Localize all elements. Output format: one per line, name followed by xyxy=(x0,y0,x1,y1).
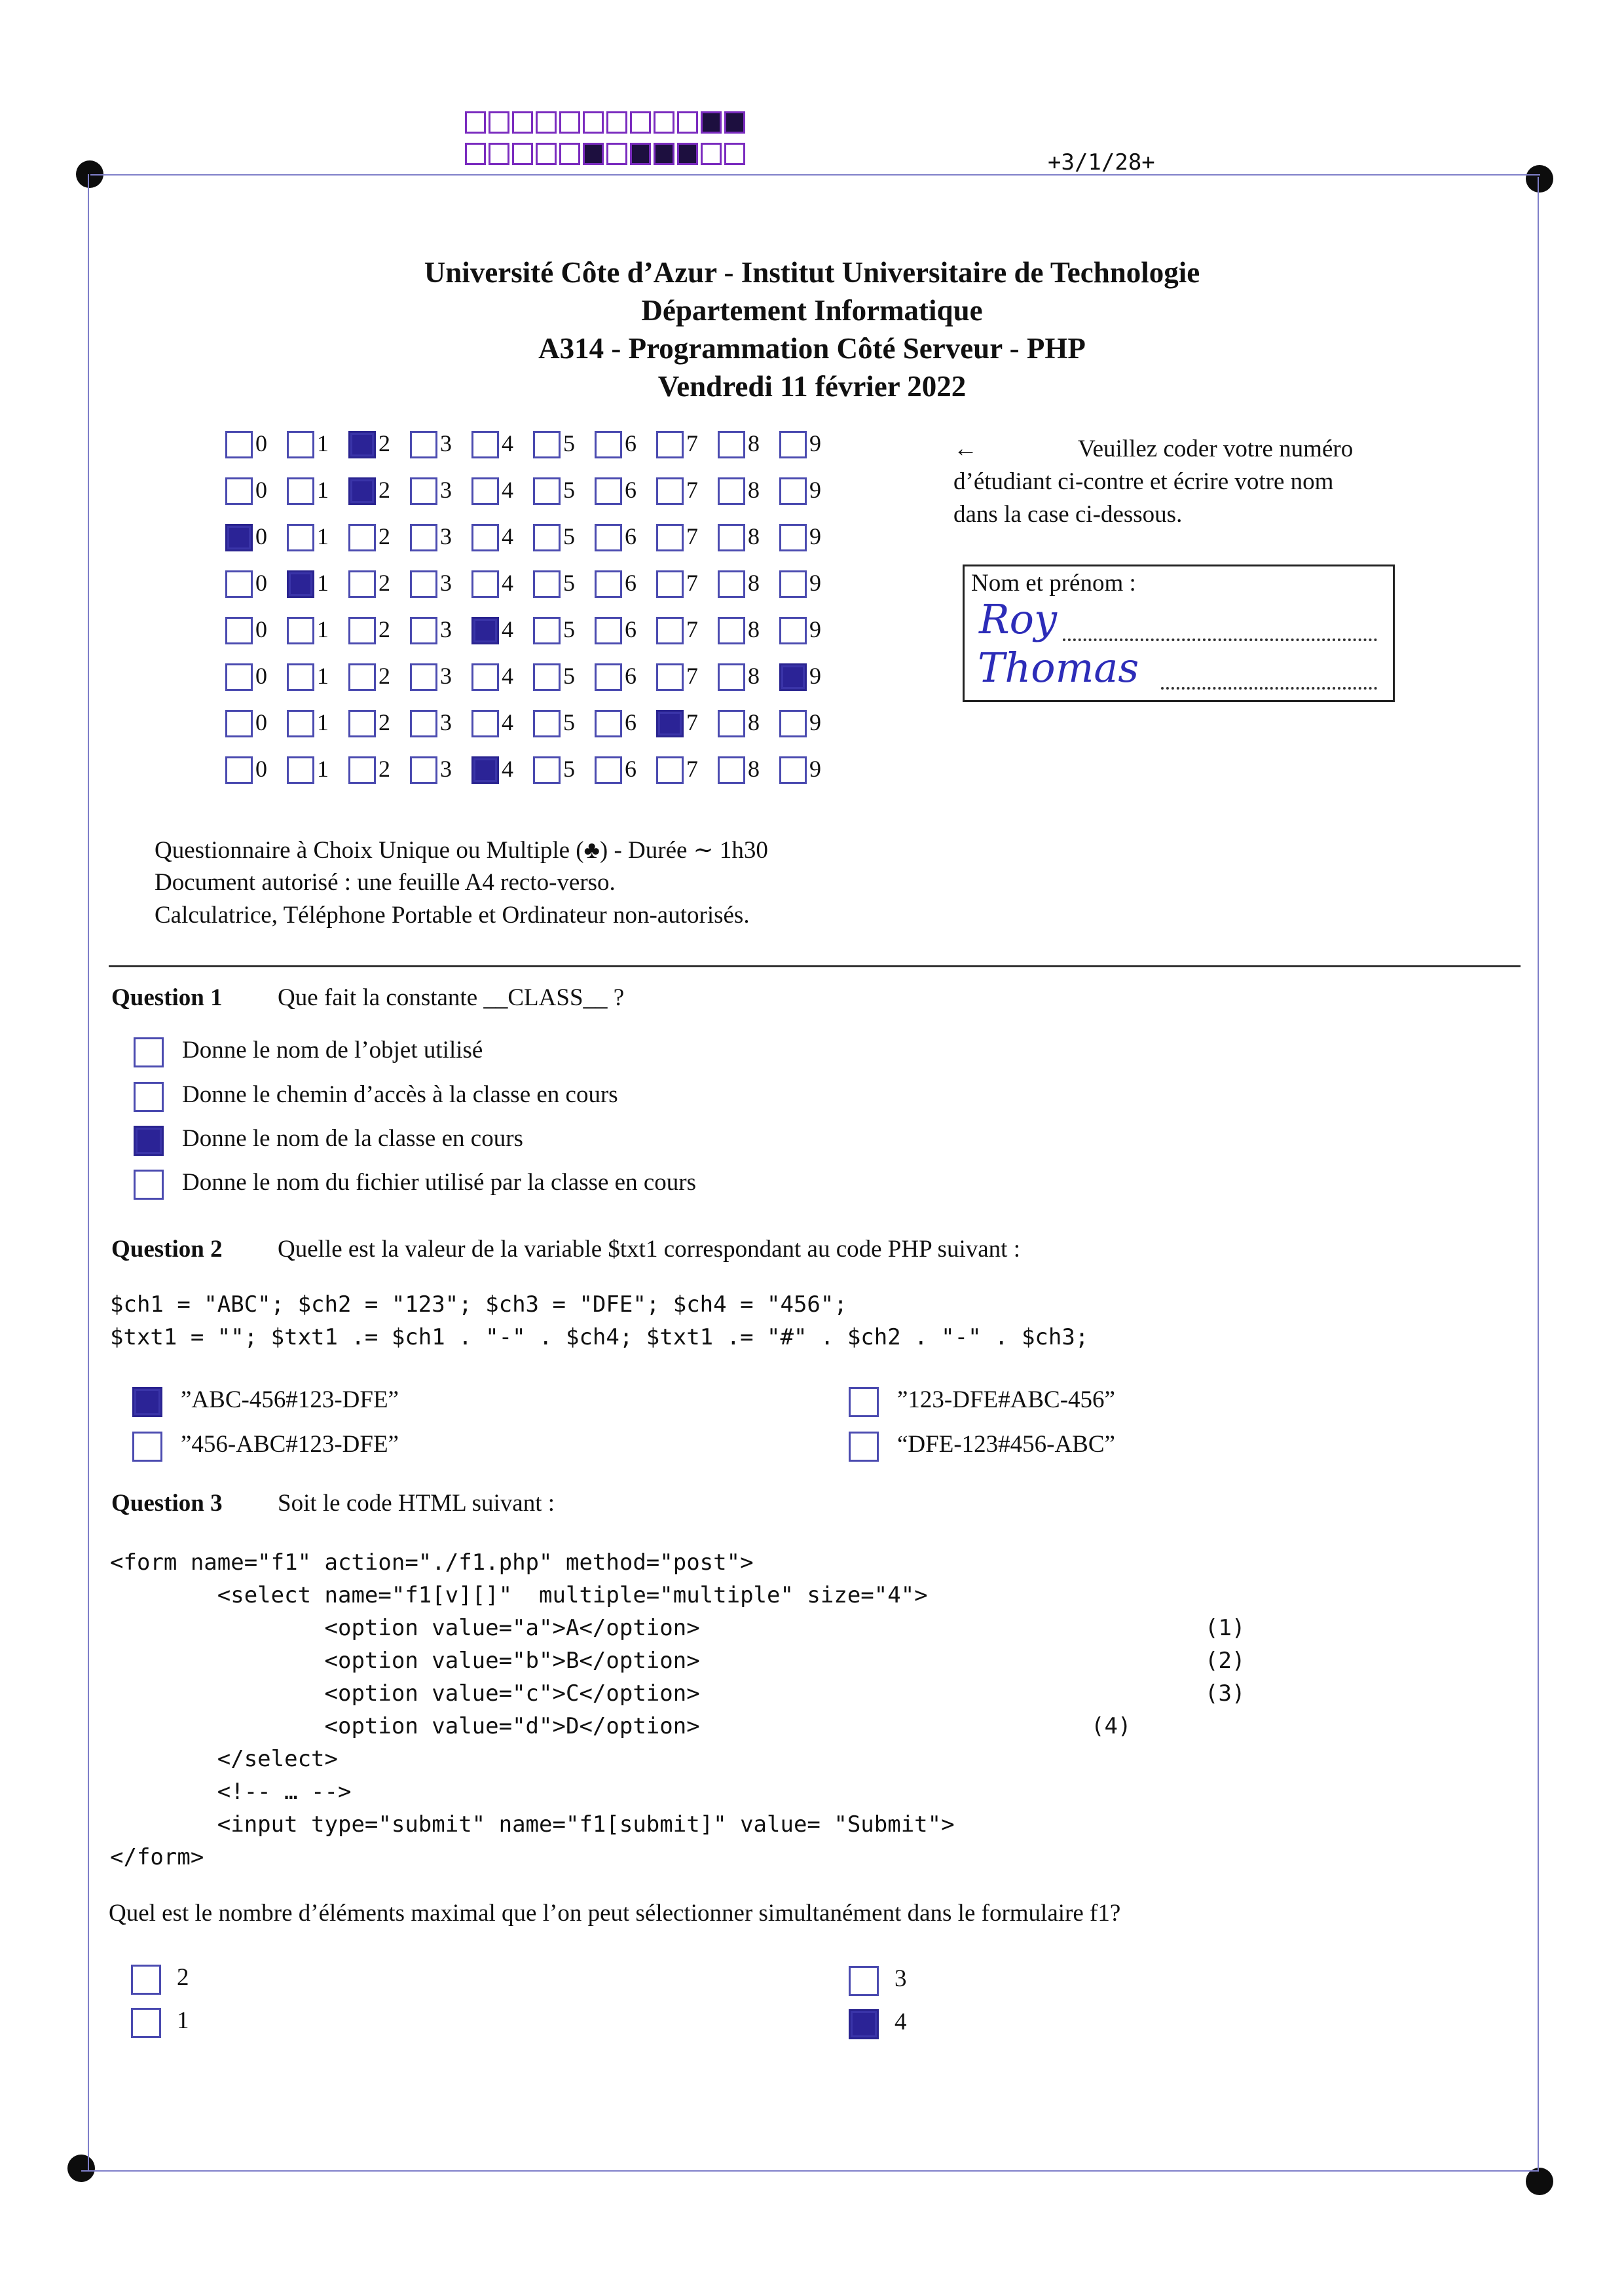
registration-mark-bottom-left xyxy=(67,2155,95,2182)
frame-bottom xyxy=(81,2170,1539,2172)
student-id-digit-label: 4 xyxy=(502,477,513,503)
student-id-checkbox[interactable] xyxy=(779,756,807,784)
student-id-checkbox[interactable] xyxy=(225,477,253,505)
q2-text: Quelle est la valeur de la variable $txt1 correspondant au code PHP suivant : xyxy=(278,1236,1020,1263)
student-id-digit-label: 3 xyxy=(440,709,452,735)
student-id-checkbox[interactable] xyxy=(779,617,807,644)
student-id-digit-label: 3 xyxy=(440,663,452,689)
student-id-digit-label: 6 xyxy=(625,570,637,596)
student-id-checkbox[interactable] xyxy=(779,524,807,551)
student-id-checkbox[interactable] xyxy=(656,663,684,691)
student-id-digit-label: 9 xyxy=(809,570,821,596)
student-id-checkbox[interactable] xyxy=(656,756,684,784)
q3-option-checkbox[interactable] xyxy=(849,1966,879,1996)
student-id-checkbox[interactable] xyxy=(595,431,622,458)
student-id-checkbox[interactable] xyxy=(718,524,745,551)
student-id-checkbox[interactable] xyxy=(471,710,499,737)
q3-marker-3: (3) xyxy=(1205,1680,1246,1707)
student-id-digit-label: 6 xyxy=(625,616,637,642)
q2-option-checkbox[interactable] xyxy=(849,1387,879,1417)
student-id-digit-label: 3 xyxy=(440,430,452,456)
student-id-checkbox[interactable] xyxy=(471,524,499,551)
student-id-checkbox[interactable] xyxy=(779,570,807,598)
student-id-checkbox[interactable] xyxy=(287,617,314,644)
handwritten-last-name: Roy xyxy=(979,595,1058,643)
student-id-checkbox[interactable] xyxy=(595,570,622,598)
barcode-cell xyxy=(465,111,486,134)
student-id-checkbox[interactable] xyxy=(410,524,437,551)
q3-code-line: <option value="b">B</option> xyxy=(110,1648,700,1674)
student-id-digit-label: 6 xyxy=(625,430,637,456)
student-id-digit-label: 4 xyxy=(502,663,513,689)
q3-question: Quel est le nombre d’éléments maximal que l’on peut sélectionner simultanément dans le formulaire f1? xyxy=(109,1900,1121,1927)
student-id-checkbox[interactable] xyxy=(348,524,376,551)
student-id-digit-label: 9 xyxy=(809,663,821,689)
student-id-checkbox[interactable] xyxy=(533,756,561,784)
barcode-cell xyxy=(559,143,580,165)
student-id-checkbox[interactable] xyxy=(471,477,499,505)
name-box[interactable] xyxy=(963,565,1395,702)
q1-option-checkbox[interactable] xyxy=(134,1082,164,1112)
student-id-digit-label: 0 xyxy=(255,570,267,596)
student-id-checkbox[interactable] xyxy=(471,756,499,784)
student-id-checkbox[interactable] xyxy=(410,570,437,598)
q3-code-line: </form> xyxy=(110,1844,204,1870)
title-date: Vendredi 11 février 2022 xyxy=(657,370,967,403)
student-id-checkbox[interactable] xyxy=(595,477,622,505)
registration-mark-bottom-right xyxy=(1526,2168,1553,2195)
student-id-digit-label: 7 xyxy=(686,523,698,549)
student-id-digit-label: 2 xyxy=(378,709,390,735)
student-id-checkbox[interactable] xyxy=(225,431,253,458)
student-id-digit-label: 4 xyxy=(502,523,513,549)
student-id-checkbox[interactable] xyxy=(348,663,376,691)
q3-code-line: <form name="f1" action="./f1.php" method="post"> xyxy=(110,1549,754,1576)
student-id-checkbox[interactable] xyxy=(410,710,437,737)
student-id-digit-label: 1 xyxy=(317,709,329,735)
student-id-digit-label: 4 xyxy=(502,430,513,456)
instructions-line-3: dans la case ci-dessous. xyxy=(953,501,1183,528)
student-id-digit-label: 2 xyxy=(378,663,390,689)
student-id-checkbox[interactable] xyxy=(656,524,684,551)
student-id-checkbox[interactable] xyxy=(533,570,561,598)
rules-line-3: Calculatrice, Téléphone Portable et Ordinateur non-autorisés. xyxy=(155,902,750,929)
student-id-digit-label: 2 xyxy=(378,477,390,503)
student-id-checkbox[interactable] xyxy=(287,570,314,598)
student-id-digit-label: 5 xyxy=(563,570,575,596)
frame-left xyxy=(88,174,89,2170)
q1-option-text: Donne le nom de l’objet utilisé xyxy=(182,1037,483,1064)
student-id-checkbox[interactable] xyxy=(471,570,499,598)
student-id-digit-label: 4 xyxy=(502,570,513,596)
q1-label: Question 1 xyxy=(111,984,223,1011)
student-id-digit-label: 7 xyxy=(686,663,698,689)
q3-option-text: 2 xyxy=(177,1964,189,1991)
student-id-digit-label: 6 xyxy=(625,477,637,503)
q3-text: Soit le code HTML suivant : xyxy=(278,1490,555,1517)
student-id-checkbox[interactable] xyxy=(718,710,745,737)
student-id-checkbox[interactable] xyxy=(656,710,684,737)
q3-option-checkbox[interactable] xyxy=(849,2009,879,2039)
student-id-checkbox[interactable] xyxy=(718,477,745,505)
student-id-digit-label: 6 xyxy=(625,709,637,735)
barcode-cell xyxy=(512,111,533,134)
title-course: A314 - Programmation Côté Serveur - PHP xyxy=(538,332,1086,365)
student-id-digit-label: 5 xyxy=(563,430,575,456)
student-id-digit-label: 8 xyxy=(748,523,760,549)
q3-marker-2: (2) xyxy=(1205,1648,1246,1674)
student-id-checkbox[interactable] xyxy=(348,477,376,505)
student-id-checkbox[interactable] xyxy=(410,617,437,644)
student-id-checkbox[interactable] xyxy=(225,663,253,691)
student-id-digit-label: 6 xyxy=(625,663,637,689)
name-line-2 xyxy=(1161,687,1377,690)
student-id-digit-label: 7 xyxy=(686,709,698,735)
barcode-row-1 xyxy=(465,111,748,134)
q3-code-line: <option value="d">D</option> xyxy=(110,1713,700,1739)
student-id-checkbox[interactable] xyxy=(595,663,622,691)
q1-option-text: Donne le nom du fichier utilisé par la classe en cours xyxy=(182,1169,696,1196)
student-id-checkbox[interactable] xyxy=(348,710,376,737)
student-id-digit-label: 1 xyxy=(317,756,329,782)
student-id-checkbox[interactable] xyxy=(718,756,745,784)
q2-option-checkbox[interactable] xyxy=(132,1432,162,1462)
name-line-1 xyxy=(1063,639,1377,641)
barcode-cell xyxy=(489,143,509,165)
student-id-digit-label: 3 xyxy=(440,616,452,642)
title-university: Université Côte d’Azur - Institut Universitaire de Technologie xyxy=(424,256,1200,289)
student-id-digit-label: 2 xyxy=(378,756,390,782)
student-id-checkbox[interactable] xyxy=(533,477,561,505)
q1-option-text: Donne le chemin d’accès à la classe en cours xyxy=(182,1081,618,1108)
student-id-digit-label: 1 xyxy=(317,663,329,689)
instructions-arrow: ← xyxy=(953,435,978,462)
student-id-digit-label: 3 xyxy=(440,756,452,782)
student-id-checkbox[interactable] xyxy=(225,710,253,737)
student-id-checkbox[interactable] xyxy=(718,617,745,644)
frame-top xyxy=(90,174,1540,176)
barcode-row-2 xyxy=(465,143,748,165)
student-id-checkbox[interactable] xyxy=(595,524,622,551)
barcode-cell xyxy=(724,143,745,165)
instructions-line-1: Veuillez coder votre numéro xyxy=(1078,435,1354,462)
student-id-checkbox[interactable] xyxy=(595,617,622,644)
student-id-checkbox[interactable] xyxy=(533,663,561,691)
barcode-cell xyxy=(489,111,509,134)
barcode-cell xyxy=(654,143,674,165)
student-id-checkbox[interactable] xyxy=(348,617,376,644)
q3-code-line: <input type="submit" name="f1[submit]" value= "Submit"> xyxy=(110,1811,955,1838)
student-id-digit-label: 3 xyxy=(440,523,452,549)
student-id-checkbox[interactable] xyxy=(225,756,253,784)
q3-option-checkbox[interactable] xyxy=(131,1965,161,1995)
student-id-checkbox[interactable] xyxy=(471,663,499,691)
student-id-checkbox[interactable] xyxy=(287,477,314,505)
student-id-checkbox[interactable] xyxy=(410,477,437,505)
student-id-digit-label: 9 xyxy=(809,709,821,735)
student-id-digit-label: 5 xyxy=(563,756,575,782)
student-id-digit-label: 1 xyxy=(317,523,329,549)
student-id-digit-label: 0 xyxy=(255,616,267,642)
student-id-checkbox[interactable] xyxy=(348,431,376,458)
student-id-checkbox[interactable] xyxy=(287,431,314,458)
student-id-digit-label: 2 xyxy=(378,570,390,596)
student-id-checkbox[interactable] xyxy=(533,524,561,551)
q2-option-text: “DFE-123#456-ABC” xyxy=(897,1431,1115,1458)
q2-label: Question 2 xyxy=(111,1236,223,1263)
student-id-digit-label: 0 xyxy=(255,756,267,782)
student-id-checkbox[interactable] xyxy=(779,663,807,691)
barcode-cell xyxy=(536,111,557,134)
student-id-digit-label: 0 xyxy=(255,430,267,456)
rules-line-1: Questionnaire à Choix Unique ou Multiple (♣) - Durée ∼ 1h30 xyxy=(155,837,768,864)
student-id-digit-label: 7 xyxy=(686,756,698,782)
student-id-digit-label: 2 xyxy=(378,430,390,456)
q2-option-text: ”ABC-456#123-DFE” xyxy=(181,1386,399,1413)
barcode-cell xyxy=(512,143,533,165)
student-id-digit-label: 0 xyxy=(255,663,267,689)
student-id-checkbox[interactable] xyxy=(656,617,684,644)
barcode-cell xyxy=(536,143,557,165)
student-id-digit-label: 0 xyxy=(255,709,267,735)
barcode-cell xyxy=(583,111,604,134)
student-id-checkbox[interactable] xyxy=(779,477,807,505)
student-id-checkbox[interactable] xyxy=(225,570,253,598)
student-id-checkbox[interactable] xyxy=(287,756,314,784)
student-id-digit-label: 8 xyxy=(748,477,760,503)
student-id-checkbox[interactable] xyxy=(656,570,684,598)
student-id-checkbox[interactable] xyxy=(410,756,437,784)
q3-marker-4: (4) xyxy=(1091,1713,1132,1739)
name-box-label: Nom et prénom : xyxy=(971,570,1136,597)
student-id-checkbox[interactable] xyxy=(287,524,314,551)
student-id-checkbox[interactable] xyxy=(718,663,745,691)
student-id-digit-label: 0 xyxy=(255,523,267,549)
instructions-line-2: d’étudiant ci-contre et écrire votre nom xyxy=(953,468,1334,495)
student-id-digit-label: 5 xyxy=(563,663,575,689)
student-id-digit-label: 6 xyxy=(625,523,637,549)
student-id-digit-label: 9 xyxy=(809,430,821,456)
student-id-digit-label: 5 xyxy=(563,523,575,549)
q2-option-checkbox[interactable] xyxy=(132,1387,162,1417)
student-id-digit-label: 4 xyxy=(502,756,513,782)
student-id-digit-label: 8 xyxy=(748,756,760,782)
student-id-checkbox[interactable] xyxy=(225,524,253,551)
student-id-digit-label: 4 xyxy=(502,709,513,735)
student-id-digit-label: 7 xyxy=(686,616,698,642)
q2-option-text: ”123-DFE#ABC-456” xyxy=(897,1386,1115,1413)
q3-code-line: <option value="a">A</option> xyxy=(110,1615,700,1641)
student-id-checkbox[interactable] xyxy=(656,477,684,505)
barcode-cell xyxy=(606,111,627,134)
student-id-digit-label: 3 xyxy=(440,570,452,596)
student-id-checkbox[interactable] xyxy=(779,431,807,458)
section-divider xyxy=(109,965,1521,967)
student-id-checkbox[interactable] xyxy=(471,617,499,644)
registration-mark-top-right xyxy=(1526,165,1553,193)
student-id-digit-label: 7 xyxy=(686,477,698,503)
barcode-cell xyxy=(701,143,722,165)
q3-marker-1: (1) xyxy=(1205,1615,1246,1641)
student-id-digit-label: 2 xyxy=(378,616,390,642)
student-id-digit-label: 7 xyxy=(686,570,698,596)
student-id-digit-label: 2 xyxy=(378,523,390,549)
student-id-digit-label: 8 xyxy=(748,616,760,642)
student-id-digit-label: 9 xyxy=(809,616,821,642)
q3-option-text: 4 xyxy=(895,2009,907,2035)
student-id-checkbox[interactable] xyxy=(718,570,745,598)
student-id-checkbox[interactable] xyxy=(533,617,561,644)
student-id-checkbox[interactable] xyxy=(410,663,437,691)
student-id-digit-label: 9 xyxy=(809,523,821,549)
barcode-cell xyxy=(701,111,722,134)
student-id-checkbox[interactable] xyxy=(656,431,684,458)
q3-option-checkbox[interactable] xyxy=(131,2008,161,2038)
barcode-cell xyxy=(583,143,604,165)
student-id-checkbox[interactable] xyxy=(533,710,561,737)
q2-code-line-1: $ch1 = "ABC"; $ch2 = "123"; $ch3 = "DFE"; $ch4 = "456"; xyxy=(110,1291,847,1318)
q3-option-text: 1 xyxy=(177,2007,189,2034)
q1-option-text: Donne le nom de la classe en cours xyxy=(182,1125,523,1152)
q2-option-text: ”456-ABC#123-DFE” xyxy=(181,1431,399,1458)
q3-option-text: 3 xyxy=(895,1965,907,1992)
student-id-checkbox[interactable] xyxy=(533,431,561,458)
barcode-cell xyxy=(465,143,486,165)
title-department: Département Informatique xyxy=(641,294,983,327)
page-id: +3/1/28+ xyxy=(1048,149,1155,176)
q2-option-checkbox[interactable] xyxy=(849,1432,879,1462)
student-id-checkbox[interactable] xyxy=(595,710,622,737)
student-id-digit-label: 6 xyxy=(625,756,637,782)
barcode-cell xyxy=(559,111,580,134)
rules-line-2: Document autorisé : une feuille A4 recto-verso. xyxy=(155,869,616,896)
student-id-checkbox[interactable] xyxy=(348,756,376,784)
student-id-digit-label: 4 xyxy=(502,616,513,642)
barcode-cell xyxy=(630,143,651,165)
student-id-digit-label: 9 xyxy=(809,756,821,782)
student-id-checkbox[interactable] xyxy=(718,431,745,458)
student-id-digit-label: 8 xyxy=(748,663,760,689)
barcode-cell xyxy=(654,111,674,134)
barcode-cell xyxy=(606,143,627,165)
student-id-digit-label: 1 xyxy=(317,616,329,642)
student-id-checkbox[interactable] xyxy=(348,570,376,598)
student-id-checkbox[interactable] xyxy=(287,663,314,691)
student-id-checkbox[interactable] xyxy=(225,617,253,644)
q2-code-line-2: $txt1 = ""; $txt1 .= $ch1 . "-" . $ch4; $txt1 .= "#" . $ch2 . "-" . $ch3; xyxy=(110,1324,1089,1350)
student-id-digit-label: 8 xyxy=(748,570,760,596)
barcode-cell xyxy=(677,111,698,134)
barcode-cell xyxy=(724,111,745,134)
student-id-digit-label: 0 xyxy=(255,477,267,503)
q3-code-line: <select name="f1[v][]" multiple="multiple" size="4"> xyxy=(110,1582,928,1608)
student-id-checkbox[interactable] xyxy=(779,710,807,737)
student-id-checkbox[interactable] xyxy=(471,431,499,458)
student-id-digit-label: 5 xyxy=(563,477,575,503)
q3-code-line: </select> xyxy=(110,1746,338,1772)
barcode-cell xyxy=(677,143,698,165)
student-id-digit-label: 8 xyxy=(748,430,760,456)
barcode-cell xyxy=(630,111,651,134)
student-id-digit-label: 7 xyxy=(686,430,698,456)
frame-right xyxy=(1538,177,1539,2172)
q3-label: Question 3 xyxy=(111,1490,223,1517)
student-id-digit-label: 3 xyxy=(440,477,452,503)
q1-option-checkbox[interactable] xyxy=(134,1037,164,1067)
q3-code-line: <!-- … --> xyxy=(110,1779,352,1805)
student-id-checkbox[interactable] xyxy=(287,710,314,737)
handwritten-first-name: Thomas xyxy=(978,644,1139,692)
q3-code-line: <option value="c">C</option> xyxy=(110,1680,700,1707)
q1-option-checkbox[interactable] xyxy=(134,1126,164,1156)
student-id-digit-label: 8 xyxy=(748,709,760,735)
student-id-digit-label: 5 xyxy=(563,616,575,642)
student-id-digit-label: 5 xyxy=(563,709,575,735)
student-id-digit-label: 1 xyxy=(317,477,329,503)
student-id-checkbox[interactable] xyxy=(410,431,437,458)
q1-option-checkbox[interactable] xyxy=(134,1170,164,1200)
student-id-checkbox[interactable] xyxy=(595,756,622,784)
student-id-digit-label: 9 xyxy=(809,477,821,503)
student-id-digit-label: 1 xyxy=(317,570,329,596)
student-id-digit-label: 1 xyxy=(317,430,329,456)
q1-text: Que fait la constante __CLASS__ ? xyxy=(278,984,625,1011)
